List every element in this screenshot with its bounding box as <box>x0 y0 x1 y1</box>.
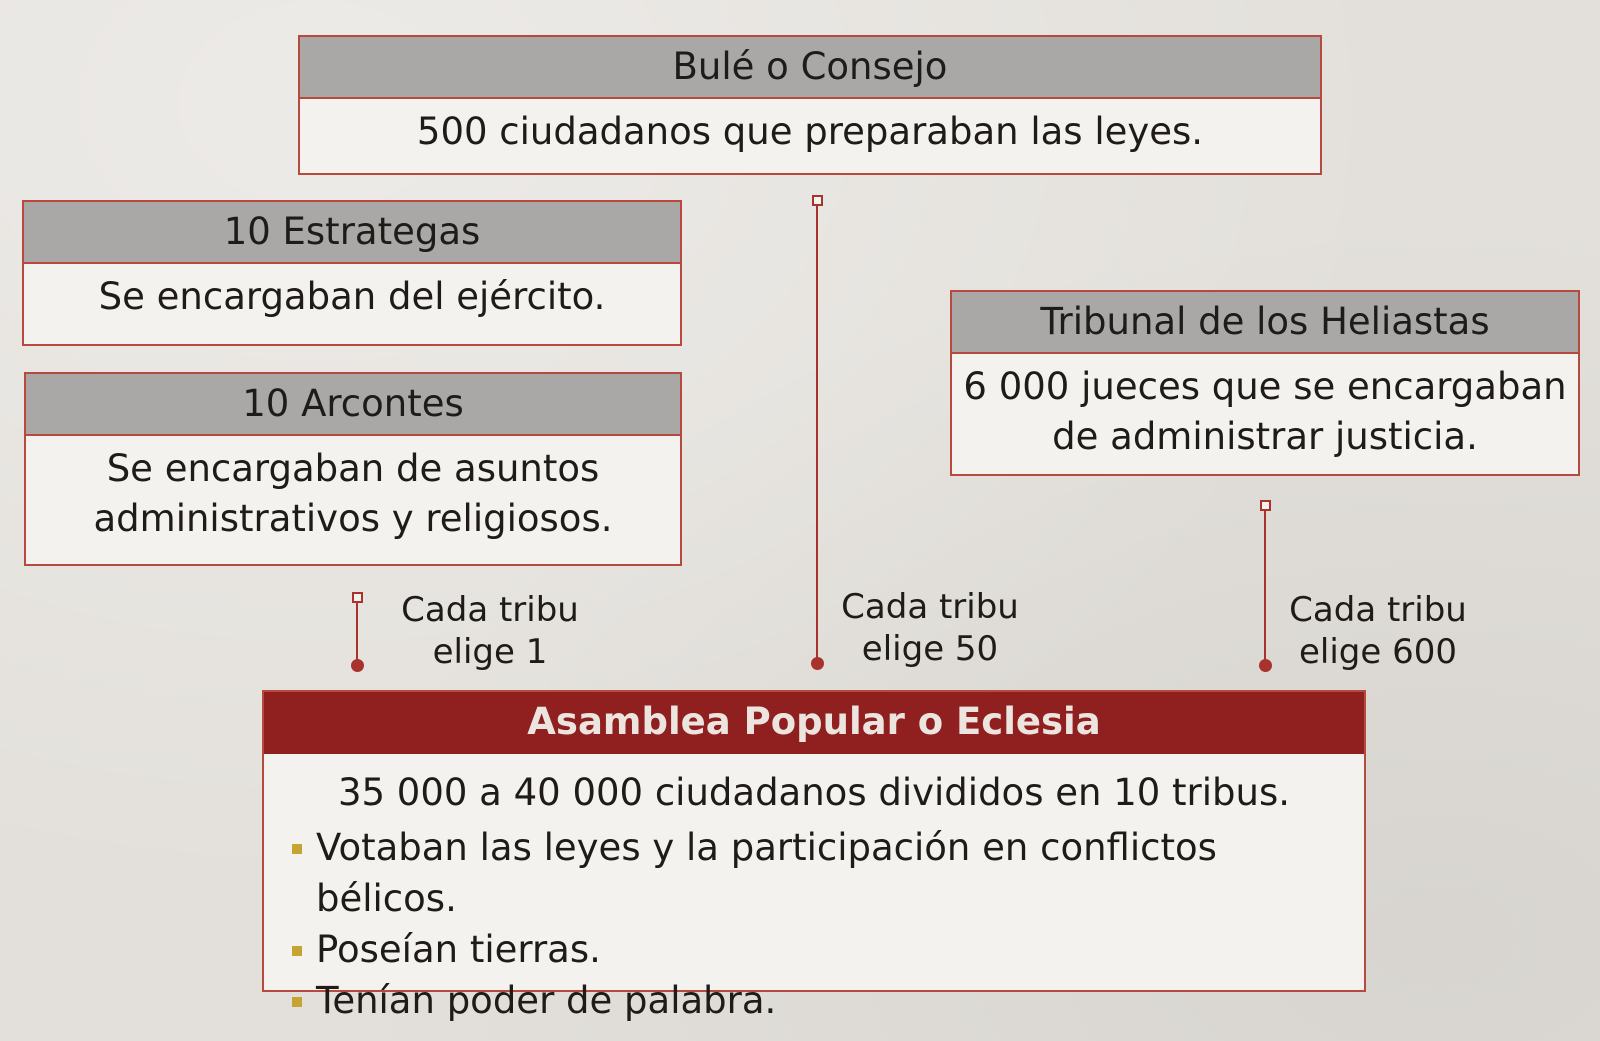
archons-text-line-2: administrativos y religiosos. <box>93 497 613 540</box>
heliaia-box <box>950 290 1580 476</box>
heliaia-caption-line-1: Cada tribu <box>1289 590 1467 630</box>
heliaia-connector-line <box>1264 511 1266 662</box>
boule-text: 500 ciudadanos que preparaban las leyes. <box>416 110 1204 153</box>
archons-title: 10 Arcontes <box>26 374 680 436</box>
boule-connector-dot <box>811 657 824 670</box>
bullet-icon <box>292 997 302 1007</box>
archons-caption <box>385 589 595 673</box>
strategoi-text: Se encargaban del ejército. <box>98 275 606 318</box>
boule-connector-line <box>816 206 818 659</box>
archons-connector-dot <box>351 659 364 672</box>
archons-caption-line-1: Cada tribu <box>401 590 579 630</box>
boule-caption-line-2: elige 50 <box>861 629 999 669</box>
archons-box <box>24 372 682 566</box>
ekklesia-bullet-item <box>292 822 1364 924</box>
ekklesia-bullet-item <box>292 924 1364 975</box>
heliaia-text <box>952 354 1578 462</box>
archons-text-line-1: Se encargaban de asuntos <box>106 447 600 490</box>
boule-caption <box>825 586 1035 670</box>
bullet-icon <box>292 844 302 854</box>
ekklesia-bullet-list <box>264 822 1364 1026</box>
heliaia-caption <box>1268 589 1488 673</box>
ekklesia-title: Asamblea Popular o Eclesia <box>264 692 1364 754</box>
archons-caption-line-2: elige 1 <box>432 632 548 672</box>
heliaia-connector-square <box>1260 500 1271 511</box>
heliaia-title: Tribunal de los Heliastas <box>952 292 1578 354</box>
ekklesia-bullet-text: Poseían tierras. <box>316 928 601 971</box>
ekklesia-box <box>262 690 1366 1022</box>
heliaia-caption-line-2: elige 600 <box>1298 632 1457 672</box>
bullet-icon <box>292 946 302 956</box>
ekklesia-bullet-text: Tenían poder de palabra. <box>316 979 777 1022</box>
heliaia-text-line-2: de administrar justicia. <box>1052 415 1478 458</box>
ekklesia-lead: 35 000 a 40 000 ciudadanos divididos en 10 tribus. <box>337 771 1291 814</box>
archons-text <box>26 436 680 544</box>
boule-caption-line-1: Cada tribu <box>841 587 1019 627</box>
archons-connector-square <box>352 592 363 603</box>
ekklesia-bullet-item <box>292 975 1364 1026</box>
boule-title: Bulé o Consejo <box>300 37 1320 99</box>
boule-connector-square <box>812 195 823 206</box>
heliaia-text-line-1: 6 000 jueces que se encargaban <box>963 365 1567 408</box>
archons-connector-line <box>356 603 358 661</box>
strategoi-box <box>22 200 682 346</box>
boule-box <box>298 35 1322 175</box>
ekklesia-bullet-text: Votaban las leyes y la participación en conflictos bélicos. <box>316 826 1217 920</box>
strategoi-title: 10 Estrategas <box>24 202 680 264</box>
